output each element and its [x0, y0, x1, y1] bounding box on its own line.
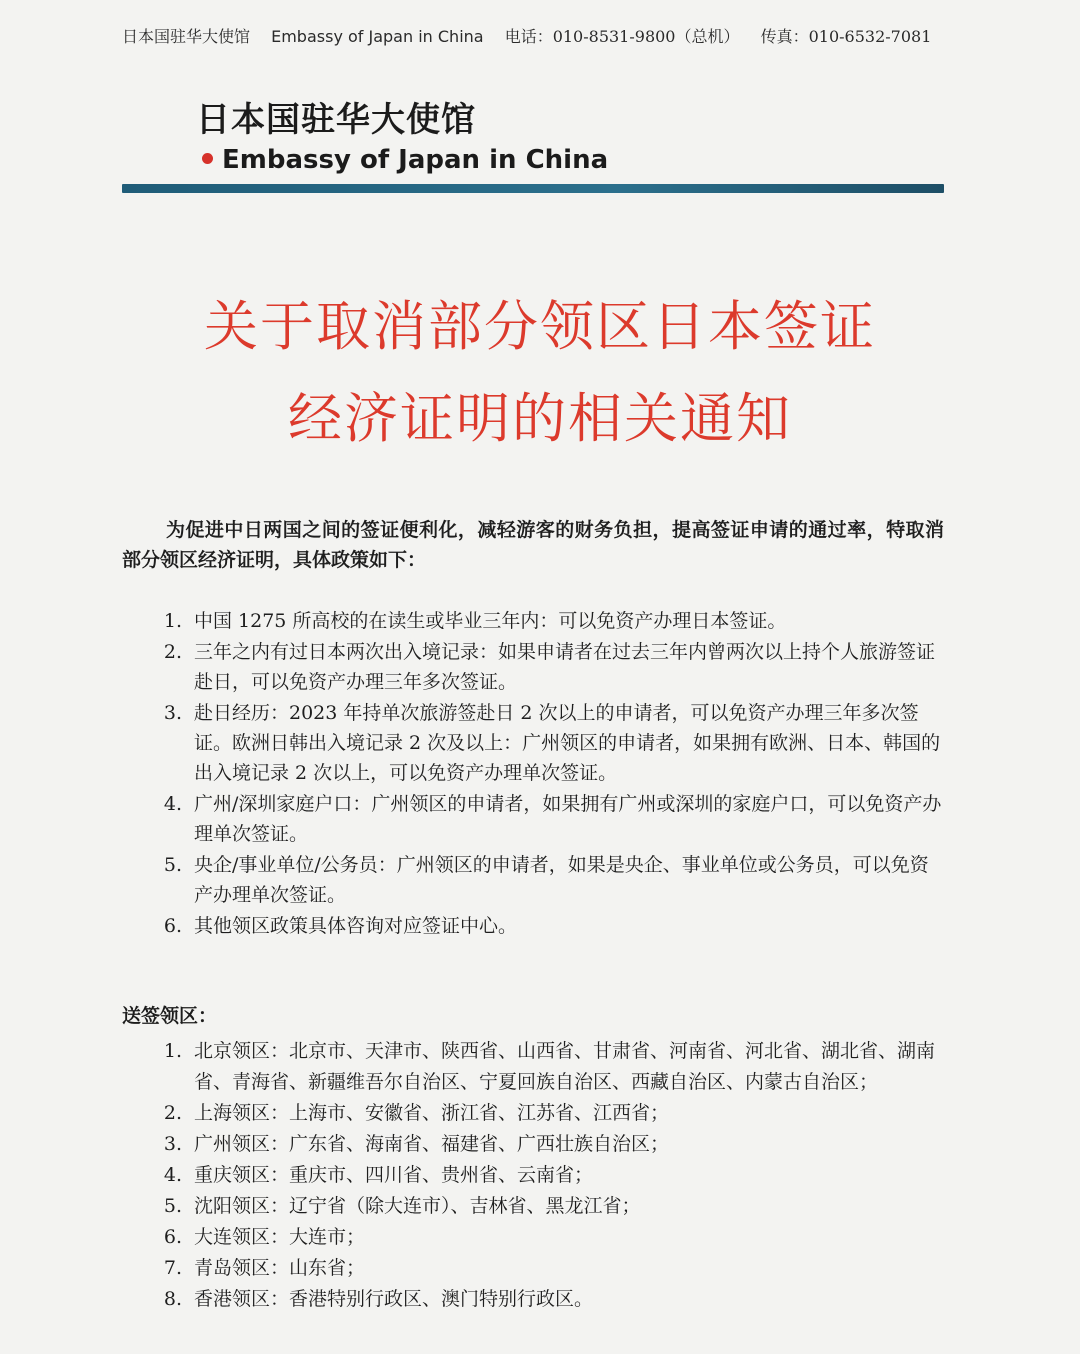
item-text: 重庆领区：重庆市、四川省、贵州省、云南省；: [194, 1164, 594, 1186]
list-item: [122, 606, 944, 636]
item-text: 青岛领区：山东省；: [194, 1257, 366, 1279]
red-dot-icon: [202, 153, 213, 164]
item-text: 大连领区：大连市；: [194, 1226, 366, 1248]
item-text: 香港领区：香港特别行政区、澳门特别行政区。: [194, 1288, 594, 1310]
list-item: [122, 789, 944, 849]
list-item: [122, 1253, 944, 1284]
letterhead-fax: 传真：010-6532-7081: [760, 27, 932, 46]
item-number: 4.: [163, 1164, 182, 1186]
letterhead-line: [122, 24, 952, 47]
list-item: [122, 850, 944, 910]
region-list: [122, 1036, 944, 1315]
list-item: [122, 1284, 944, 1315]
list-item: [122, 698, 944, 788]
list-item: [122, 637, 944, 697]
regions-heading: 送签领区：: [122, 1005, 218, 1027]
item-text: 上海领区：上海市、安徽省、浙江省、江苏省、江西省；: [194, 1102, 670, 1124]
item-text: 广州领区：广东省、海南省、福建省、广西壮族自治区；: [194, 1133, 670, 1155]
list-item: [122, 1129, 944, 1160]
letterhead-phone: 电话：010-8531-9800（总机）: [504, 27, 740, 46]
item-number: 2.: [163, 641, 182, 663]
item-number: 2.: [163, 1102, 182, 1124]
item-number: 7.: [163, 1257, 182, 1279]
item-number: 6.: [163, 1226, 182, 1248]
list-item: [122, 1191, 944, 1222]
list-item: [122, 1160, 944, 1191]
header-divider: [122, 184, 944, 193]
logo-name-cn: 日本国驻华大使馆: [196, 100, 476, 140]
item-text: 央企/事业单位/公务员：广州领区的申请者，如果是央企、事业单位或公务员，可以免资产办理单次签证。: [194, 854, 929, 906]
item-text: 广州/深圳家庭户口：广州领区的申请者，如果拥有广州或深圳的家庭户口，可以免资产办理单次签证。: [194, 793, 942, 845]
item-number: 1.: [163, 610, 182, 632]
item-text: 赴日经历：2023 年持单次旅游签赴日 2 次以上的申请者，可以免资产办理三年多次签证。欧洲日韩出入境记录 2 次及以上：广州领区的申请者，如果拥有欧洲、日本、韩国的出入境记录 2 次以上，可以免资产办理单次签证。: [194, 702, 941, 784]
letterhead-name-cn: 日本国驻华大使馆: [122, 27, 251, 46]
item-text: 中国 1275 所高校的在读生或毕业三年内：可以免资产办理日本签证。: [194, 610, 787, 632]
notice-title-line-1: 关于取消部分领区日本签证: [204, 295, 876, 358]
item-number: 8.: [163, 1288, 182, 1310]
item-number: 3.: [163, 1133, 182, 1155]
item-text: 北京领区：北京市、天津市、陕西省、山西省、甘肃省、河南省、河北省、湖北省、湖南省、青海省、新疆维吾尔自治区、宁夏回族自治区、西藏自治区、内蒙古自治区；: [194, 1040, 936, 1093]
intro-paragraph: 为促进中日两国之间的签证便利化，减轻游客的财务负担，提高签证申请的通过率，特取消部分领区经济证明，具体政策如下：: [122, 519, 944, 571]
logo-name-en-row: [196, 142, 608, 178]
item-number: 5.: [163, 1195, 182, 1217]
item-number: 1.: [163, 1040, 182, 1062]
item-number: 6.: [163, 915, 182, 937]
item-number: 5.: [163, 854, 182, 876]
item-number: 3.: [163, 702, 182, 724]
list-item: [122, 1036, 944, 1098]
embassy-logo: [196, 98, 608, 178]
list-item: [122, 1222, 944, 1253]
item-text: 三年之内有过日本两次出入境记录：如果申请者在过去三年内曾两次以上持个人旅游签证赴日，可以免资产办理三年多次签证。: [194, 641, 936, 693]
notice-title-line-2: 经济证明的相关通知: [288, 387, 792, 450]
policy-list: [122, 606, 944, 942]
list-item: [122, 911, 944, 941]
item-text: 沈阳领区：辽宁省（除大连市）、吉林省、黑龙江省；: [194, 1195, 641, 1217]
logo-name-en: Embassy of Japan in China: [222, 145, 609, 175]
letterhead-name-en: Embassy of Japan in China: [271, 27, 484, 46]
item-text: 其他领区政策具体咨询对应签证中心。: [194, 915, 518, 937]
item-number: 4.: [163, 793, 182, 815]
list-item: [122, 1098, 944, 1129]
